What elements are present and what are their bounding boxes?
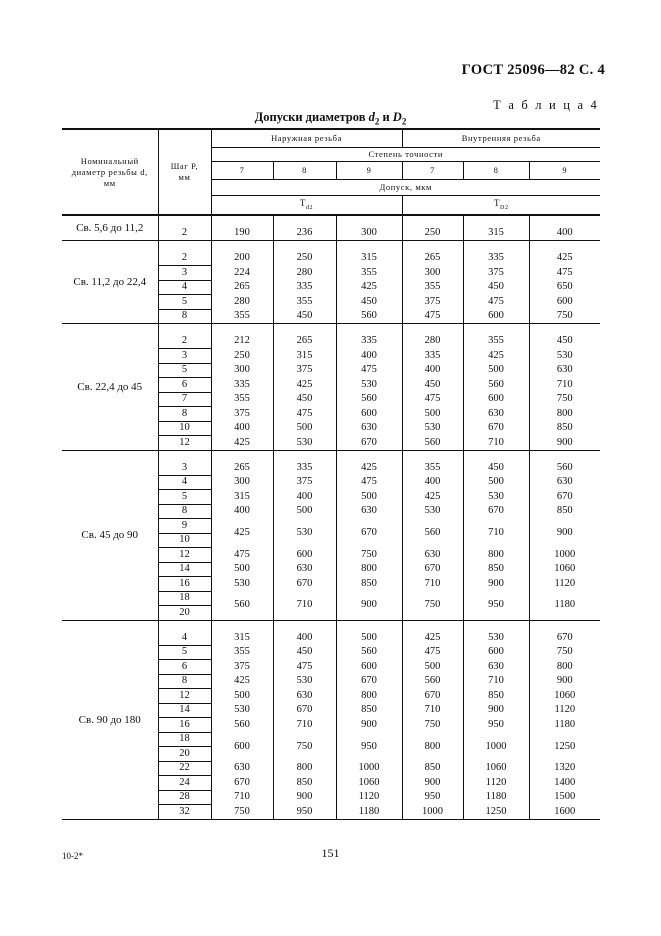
value-cell: 375 bbox=[211, 660, 273, 675]
value-cell: 600 bbox=[463, 645, 529, 660]
value-cell: 300 bbox=[402, 266, 463, 281]
value-cell: 400 bbox=[211, 504, 273, 519]
table-title bbox=[0, 110, 661, 127]
tolerance-table bbox=[62, 128, 600, 820]
grade-header: 8 bbox=[273, 161, 336, 179]
value-cell: 475 bbox=[529, 266, 600, 281]
value-cell: 475 bbox=[273, 660, 336, 675]
value-cell: 630 bbox=[463, 660, 529, 675]
step-cell: 32 bbox=[158, 805, 211, 820]
value-cell: 800 bbox=[463, 548, 529, 563]
value-cell: 355 bbox=[463, 334, 529, 349]
value-cell: 560 bbox=[402, 674, 463, 689]
value-cell: 500 bbox=[336, 631, 402, 646]
value-cell: 800 bbox=[529, 660, 600, 675]
value-cell: 425 bbox=[529, 251, 600, 266]
value-cell: 850 bbox=[529, 504, 600, 519]
value-cell: 1060 bbox=[529, 562, 600, 577]
value-cell: 850 bbox=[336, 577, 402, 592]
value-cell: 315 bbox=[336, 251, 402, 266]
value-cell: 425 bbox=[273, 378, 336, 393]
value-cell: 670 bbox=[336, 519, 402, 548]
value-cell: 375 bbox=[273, 363, 336, 378]
step-cell: 12 bbox=[158, 548, 211, 563]
value-cell: 250 bbox=[402, 226, 463, 241]
step-cell: 9 bbox=[158, 519, 211, 534]
value-cell: 750 bbox=[402, 718, 463, 733]
value-cell: 530 bbox=[463, 490, 529, 505]
value-cell: 1000 bbox=[463, 732, 529, 761]
value-cell: 850 bbox=[463, 562, 529, 577]
value-cell: 355 bbox=[402, 461, 463, 476]
step-cell: 3 bbox=[158, 349, 211, 364]
value-cell: 560 bbox=[336, 645, 402, 660]
page-number: 151 bbox=[321, 846, 340, 860]
value-cell: 355 bbox=[402, 280, 463, 295]
value-cell: 500 bbox=[273, 421, 336, 436]
value-cell: 530 bbox=[273, 436, 336, 451]
title-d-sub: 2 bbox=[374, 116, 380, 127]
value-cell: 1060 bbox=[463, 761, 529, 776]
value-cell: 1060 bbox=[336, 776, 402, 791]
col-tolerance-header: Допуск, мкм bbox=[211, 179, 600, 195]
value-cell: 375 bbox=[402, 295, 463, 310]
step-cell: 6 bbox=[158, 378, 211, 393]
value-cell: 450 bbox=[463, 461, 529, 476]
value-cell: 1180 bbox=[529, 718, 600, 733]
value-cell: 900 bbox=[402, 776, 463, 791]
value-cell: 500 bbox=[402, 407, 463, 422]
value-cell: 375 bbox=[273, 475, 336, 490]
value-cell: 630 bbox=[529, 363, 600, 378]
value-cell: 850 bbox=[402, 761, 463, 776]
value-cell: 600 bbox=[273, 548, 336, 563]
value-cell: 355 bbox=[211, 309, 273, 324]
value-cell: 250 bbox=[211, 349, 273, 364]
col-nominal-header: Номинальный диаметр резьбы d, мм bbox=[62, 129, 158, 215]
value-cell: 200 bbox=[211, 251, 273, 266]
value-cell: 1000 bbox=[529, 548, 600, 563]
value-cell: 850 bbox=[273, 776, 336, 791]
value-cell: 900 bbox=[336, 591, 402, 620]
value-cell: 475 bbox=[336, 363, 402, 378]
value-cell: 1120 bbox=[529, 703, 600, 718]
value-cell: 670 bbox=[273, 703, 336, 718]
value-cell: 670 bbox=[402, 689, 463, 704]
value-cell: 315 bbox=[211, 631, 273, 646]
value-cell: 900 bbox=[529, 519, 600, 548]
value-cell: 560 bbox=[211, 718, 273, 733]
step-cell: 6 bbox=[158, 660, 211, 675]
value-cell: 355 bbox=[211, 645, 273, 660]
range-cell: Св. 11,2 до 22,4 bbox=[62, 241, 158, 324]
step-cell: 24 bbox=[158, 776, 211, 791]
value-cell: 710 bbox=[273, 718, 336, 733]
grade-header: 7 bbox=[402, 161, 463, 179]
value-cell: 475 bbox=[463, 295, 529, 310]
value-cell: 425 bbox=[336, 280, 402, 295]
value-cell: 224 bbox=[211, 266, 273, 281]
step-cell: 14 bbox=[158, 562, 211, 577]
step-cell: 14 bbox=[158, 703, 211, 718]
value-cell: 630 bbox=[402, 548, 463, 563]
value-cell: 1500 bbox=[529, 790, 600, 805]
value-cell: 670 bbox=[211, 776, 273, 791]
value-cell: 530 bbox=[211, 703, 273, 718]
value-cell: 900 bbox=[463, 577, 529, 592]
value-cell: 670 bbox=[336, 674, 402, 689]
value-cell: 710 bbox=[402, 577, 463, 592]
step-cell: 2 bbox=[158, 251, 211, 266]
value-cell: 630 bbox=[336, 421, 402, 436]
value-cell: 300 bbox=[336, 226, 402, 241]
value-cell: 600 bbox=[211, 732, 273, 761]
step-cell: 10 bbox=[158, 421, 211, 436]
value-cell: 265 bbox=[402, 251, 463, 266]
value-cell: 560 bbox=[402, 436, 463, 451]
value-cell: 1400 bbox=[529, 776, 600, 791]
value-cell: 425 bbox=[402, 631, 463, 646]
step-cell: 20 bbox=[158, 747, 211, 762]
value-cell: 1600 bbox=[529, 805, 600, 820]
table-head bbox=[62, 129, 600, 215]
step-cell: 4 bbox=[158, 280, 211, 295]
value-cell: 800 bbox=[336, 689, 402, 704]
value-cell: 300 bbox=[211, 475, 273, 490]
value-cell: 335 bbox=[402, 349, 463, 364]
value-cell: 800 bbox=[273, 761, 336, 776]
step-cell: 8 bbox=[158, 309, 211, 324]
range-cell: Св. 5,6 до 11,2 bbox=[62, 215, 158, 241]
value-cell: 315 bbox=[211, 490, 273, 505]
value-cell: 335 bbox=[211, 378, 273, 393]
col-step-header: Шаг P, мм bbox=[158, 129, 211, 215]
value-cell: 560 bbox=[402, 519, 463, 548]
value-cell: 450 bbox=[402, 378, 463, 393]
value-cell: 1120 bbox=[529, 577, 600, 592]
value-cell: 950 bbox=[463, 591, 529, 620]
value-cell: 400 bbox=[402, 363, 463, 378]
step-cell: 10 bbox=[158, 533, 211, 548]
step-cell: 18 bbox=[158, 732, 211, 747]
value-cell: 1180 bbox=[336, 805, 402, 820]
value-cell: 355 bbox=[211, 392, 273, 407]
step-cell: 20 bbox=[158, 606, 211, 621]
grade-header: 8 bbox=[463, 161, 529, 179]
value-cell: 750 bbox=[529, 392, 600, 407]
value-cell: 560 bbox=[336, 309, 402, 324]
value-cell: 375 bbox=[463, 266, 529, 281]
value-cell: 630 bbox=[463, 407, 529, 422]
value-cell: 400 bbox=[273, 631, 336, 646]
value-cell: 560 bbox=[336, 392, 402, 407]
value-cell: 450 bbox=[529, 334, 600, 349]
step-cell: 8 bbox=[158, 407, 211, 422]
col-t-internal: $T_{D2}$ bbox=[402, 195, 600, 215]
value-cell: 530 bbox=[273, 519, 336, 548]
value-cell: 950 bbox=[463, 718, 529, 733]
value-cell: 560 bbox=[211, 591, 273, 620]
step-cell: 5 bbox=[158, 295, 211, 310]
value-cell: 400 bbox=[211, 421, 273, 436]
value-cell: 1250 bbox=[529, 732, 600, 761]
value-cell: 670 bbox=[463, 504, 529, 519]
value-cell: 1180 bbox=[463, 790, 529, 805]
grade-header: 9 bbox=[529, 161, 600, 179]
value-cell: 670 bbox=[463, 421, 529, 436]
value-cell: 400 bbox=[529, 226, 600, 241]
value-cell: 335 bbox=[336, 334, 402, 349]
value-cell: 475 bbox=[273, 407, 336, 422]
value-cell: 400 bbox=[336, 349, 402, 364]
value-cell: 315 bbox=[273, 349, 336, 364]
step-cell: 22 bbox=[158, 761, 211, 776]
title-prefix: Допуски диаметров bbox=[254, 110, 366, 124]
value-cell: 1060 bbox=[529, 689, 600, 704]
value-cell: 670 bbox=[529, 631, 600, 646]
col-internal-header: Внутренняя резьба bbox=[402, 129, 600, 147]
value-cell: 530 bbox=[402, 421, 463, 436]
step-cell: 16 bbox=[158, 577, 211, 592]
title-d: d bbox=[368, 110, 375, 124]
step-cell: 18 bbox=[158, 591, 211, 606]
value-cell: 355 bbox=[273, 295, 336, 310]
value-cell: 710 bbox=[529, 378, 600, 393]
title-D: D bbox=[392, 110, 402, 124]
value-cell: 850 bbox=[463, 689, 529, 704]
grade-header: 9 bbox=[336, 161, 402, 179]
value-cell: 900 bbox=[463, 703, 529, 718]
value-cell: 670 bbox=[529, 490, 600, 505]
step-cell: 4 bbox=[158, 631, 211, 646]
value-cell: 1250 bbox=[463, 805, 529, 820]
value-cell: 710 bbox=[463, 674, 529, 689]
value-cell: 750 bbox=[529, 645, 600, 660]
value-cell: 450 bbox=[273, 392, 336, 407]
value-cell: 425 bbox=[211, 436, 273, 451]
value-cell: 600 bbox=[463, 309, 529, 324]
value-cell: 425 bbox=[211, 674, 273, 689]
range-cell: Св. 90 до 180 bbox=[62, 620, 158, 819]
value-cell: 850 bbox=[529, 421, 600, 436]
value-cell: 600 bbox=[336, 660, 402, 675]
value-cell: 450 bbox=[336, 295, 402, 310]
value-cell: 335 bbox=[273, 461, 336, 476]
value-cell: 1000 bbox=[336, 761, 402, 776]
value-cell: 800 bbox=[402, 732, 463, 761]
value-cell: 630 bbox=[211, 761, 273, 776]
value-cell: 335 bbox=[463, 251, 529, 266]
step-cell: 2 bbox=[158, 334, 211, 349]
step-cell: 12 bbox=[158, 436, 211, 451]
step-cell: 12 bbox=[158, 689, 211, 704]
value-cell: 950 bbox=[336, 732, 402, 761]
value-cell: 212 bbox=[211, 334, 273, 349]
value-cell: 630 bbox=[273, 689, 336, 704]
value-cell: 710 bbox=[211, 790, 273, 805]
range-cell: Св. 45 до 90 bbox=[62, 450, 158, 620]
value-cell: 710 bbox=[402, 703, 463, 718]
value-cell: 530 bbox=[336, 378, 402, 393]
value-cell: 475 bbox=[402, 645, 463, 660]
value-cell: 670 bbox=[336, 436, 402, 451]
step-cell: 5 bbox=[158, 645, 211, 660]
step-cell: 4 bbox=[158, 475, 211, 490]
value-cell: 630 bbox=[273, 562, 336, 577]
value-cell: 850 bbox=[336, 703, 402, 718]
step-cell: 2 bbox=[158, 226, 211, 241]
value-cell: 900 bbox=[529, 436, 600, 451]
value-cell: 300 bbox=[211, 363, 273, 378]
value-cell: 475 bbox=[336, 475, 402, 490]
title-and: и bbox=[382, 110, 390, 124]
value-cell: 750 bbox=[529, 309, 600, 324]
value-cell: 315 bbox=[463, 226, 529, 241]
step-cell: 16 bbox=[158, 718, 211, 733]
value-cell: 560 bbox=[463, 378, 529, 393]
value-cell: 750 bbox=[336, 548, 402, 563]
value-cell: 710 bbox=[463, 519, 529, 548]
value-cell: 475 bbox=[211, 548, 273, 563]
value-cell: 425 bbox=[336, 461, 402, 476]
value-cell: 560 bbox=[529, 461, 600, 476]
value-cell: 670 bbox=[402, 562, 463, 577]
value-cell: 750 bbox=[273, 732, 336, 761]
step-cell: 28 bbox=[158, 790, 211, 805]
value-cell: 280 bbox=[402, 334, 463, 349]
value-cell: 950 bbox=[402, 790, 463, 805]
value-cell: 900 bbox=[336, 718, 402, 733]
value-cell: 750 bbox=[402, 591, 463, 620]
value-cell: 670 bbox=[273, 577, 336, 592]
value-cell: 650 bbox=[529, 280, 600, 295]
value-cell: 265 bbox=[211, 461, 273, 476]
value-cell: 1000 bbox=[402, 805, 463, 820]
table-label: Т а б л и ц а 4 bbox=[493, 98, 599, 112]
step-cell: 3 bbox=[158, 266, 211, 281]
step-cell: 5 bbox=[158, 490, 211, 505]
value-cell: 750 bbox=[211, 805, 273, 820]
value-cell: 280 bbox=[273, 266, 336, 281]
value-cell: 400 bbox=[402, 475, 463, 490]
value-cell: 950 bbox=[273, 805, 336, 820]
value-cell: 400 bbox=[273, 490, 336, 505]
value-cell: 375 bbox=[211, 407, 273, 422]
value-cell: 900 bbox=[529, 674, 600, 689]
value-cell: 280 bbox=[211, 295, 273, 310]
value-cell: 600 bbox=[529, 295, 600, 310]
value-cell: 450 bbox=[463, 280, 529, 295]
value-cell: 250 bbox=[273, 251, 336, 266]
value-cell: 425 bbox=[463, 349, 529, 364]
value-cell: 710 bbox=[273, 591, 336, 620]
step-cell: 8 bbox=[158, 504, 211, 519]
title-D-sub: 2 bbox=[401, 116, 407, 127]
value-cell: 236 bbox=[273, 226, 336, 241]
value-cell: 500 bbox=[336, 490, 402, 505]
value-cell: 530 bbox=[211, 577, 273, 592]
value-cell: 450 bbox=[273, 645, 336, 660]
step-cell: 3 bbox=[158, 461, 211, 476]
value-cell: 335 bbox=[273, 280, 336, 295]
value-cell: 500 bbox=[402, 660, 463, 675]
value-cell: 1320 bbox=[529, 761, 600, 776]
value-cell: 710 bbox=[463, 436, 529, 451]
value-cell: 355 bbox=[336, 266, 402, 281]
value-cell: 450 bbox=[273, 309, 336, 324]
value-cell: 1120 bbox=[463, 776, 529, 791]
value-cell: 500 bbox=[463, 363, 529, 378]
value-cell: 425 bbox=[211, 519, 273, 548]
value-cell: 500 bbox=[273, 504, 336, 519]
step-cell: 8 bbox=[158, 674, 211, 689]
value-cell: 530 bbox=[273, 674, 336, 689]
value-cell: 630 bbox=[336, 504, 402, 519]
value-cell: 600 bbox=[463, 392, 529, 407]
value-cell: 800 bbox=[336, 562, 402, 577]
footer-note: 10-2* bbox=[62, 851, 83, 861]
table-body bbox=[62, 215, 600, 819]
value-cell: 475 bbox=[402, 392, 463, 407]
value-cell: 500 bbox=[211, 689, 273, 704]
step-cell: 7 bbox=[158, 392, 211, 407]
value-cell: 800 bbox=[529, 407, 600, 422]
value-cell: 425 bbox=[402, 490, 463, 505]
value-cell: 900 bbox=[273, 790, 336, 805]
value-cell: 500 bbox=[211, 562, 273, 577]
col-t-external: $T_{d2}$ bbox=[211, 195, 402, 215]
page-header: ГОСТ 25096—82 С. 4 bbox=[461, 62, 605, 78]
value-cell: 1120 bbox=[336, 790, 402, 805]
col-external-header: Наружная резьба bbox=[211, 129, 402, 147]
value-cell: 630 bbox=[529, 475, 600, 490]
value-cell: 265 bbox=[211, 280, 273, 295]
grade-header: 7 bbox=[211, 161, 273, 179]
value-cell: 265 bbox=[273, 334, 336, 349]
value-cell: 530 bbox=[402, 504, 463, 519]
step-cell: 5 bbox=[158, 363, 211, 378]
col-accuracy-header: Степень точности bbox=[211, 147, 600, 161]
value-cell: 530 bbox=[463, 631, 529, 646]
value-cell: 530 bbox=[529, 349, 600, 364]
value-cell: 1180 bbox=[529, 591, 600, 620]
value-cell: 475 bbox=[402, 309, 463, 324]
value-cell: 190 bbox=[211, 226, 273, 241]
value-cell: 500 bbox=[463, 475, 529, 490]
value-cell: 600 bbox=[336, 407, 402, 422]
range-cell: Св. 22,4 до 45 bbox=[62, 324, 158, 451]
